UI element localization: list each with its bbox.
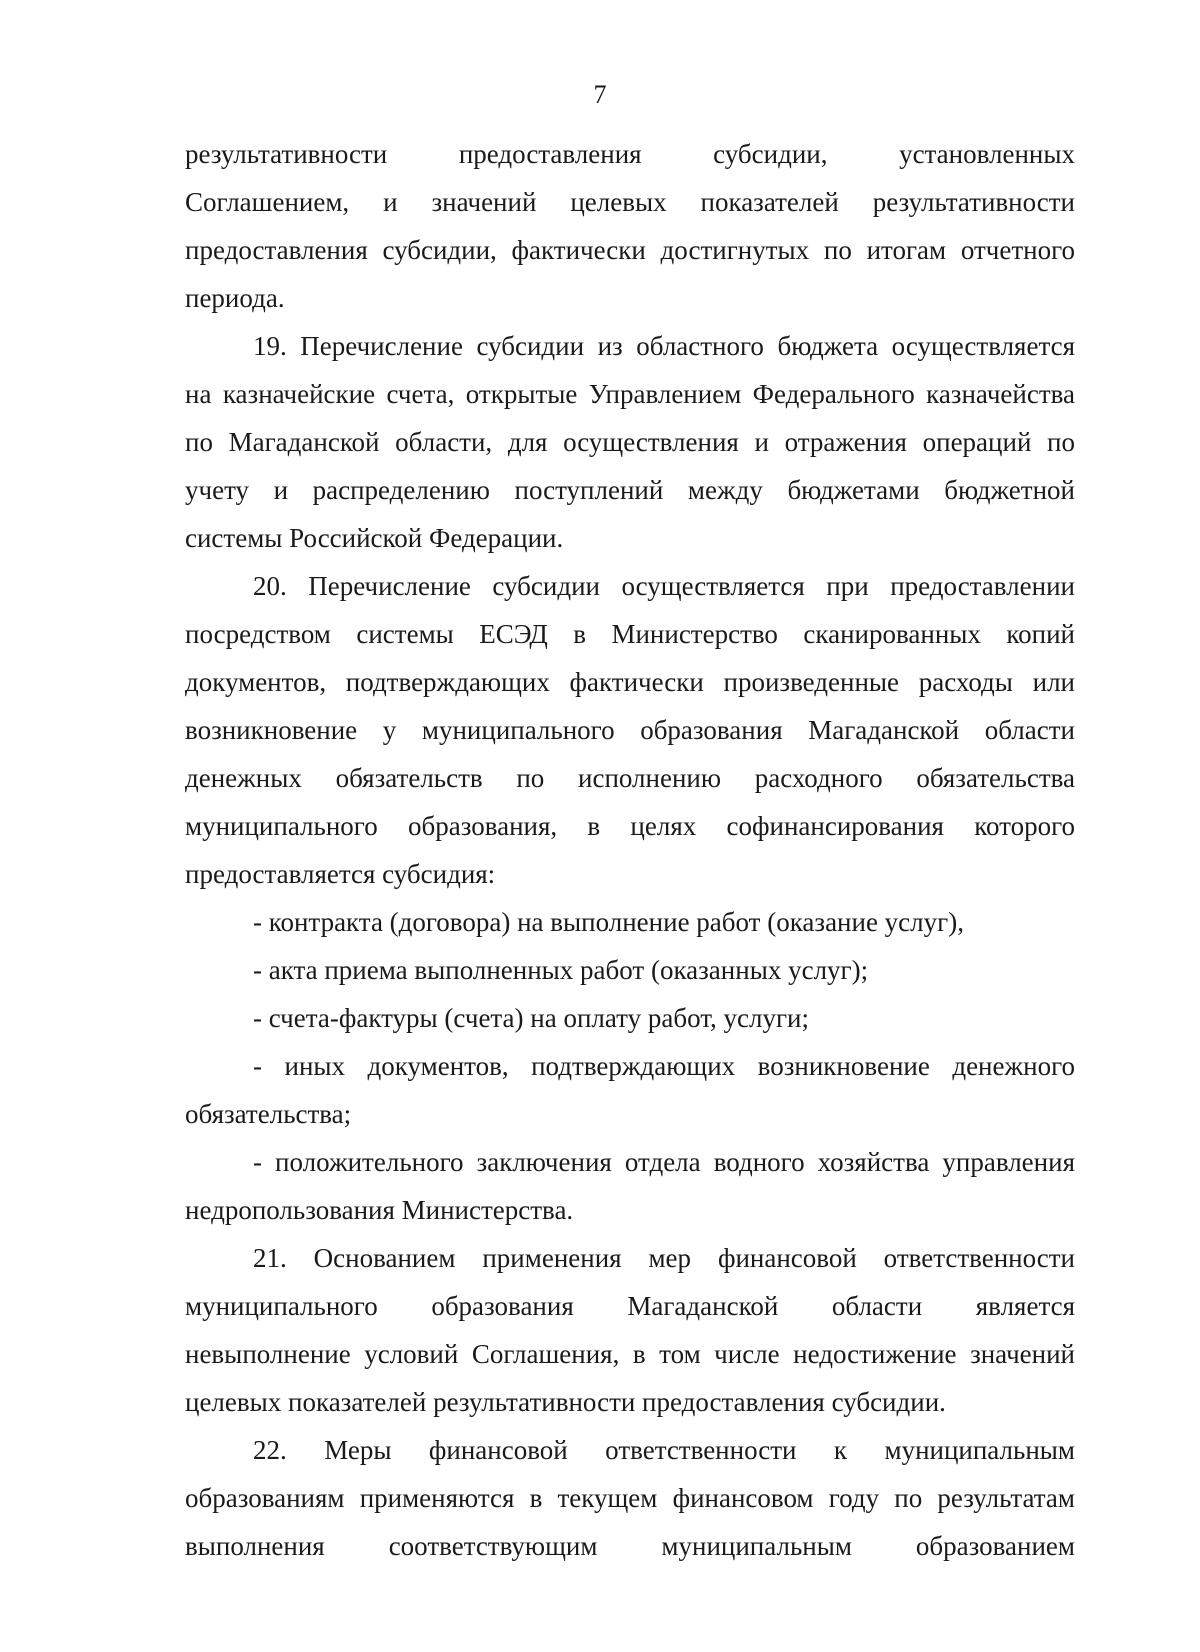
text-line: результативности предоставления субсидии, установленных <box>185 139 1075 169</box>
text-line: периода. <box>185 283 285 313</box>
text-line: возникновение у муниципального образования Магаданской области <box>185 715 1075 745</box>
paragraph-20 <box>185 562 1075 898</box>
list-item-other-documents <box>185 1042 1075 1138</box>
text-line: выполнения соответствующим муниципальным образованием <box>185 1531 1075 1561</box>
text-line: муниципального образования, в целях софинансирования которого <box>185 811 1075 841</box>
text-line: недропользования Министерства. <box>185 1195 574 1225</box>
text-line: системы Российской Федерации. <box>185 523 564 553</box>
text-line: документов, подтверждающих фактически произведенные расходы или <box>185 667 1075 697</box>
text-line: невыполнение условий Соглашения, в том числе недостижение значений <box>185 1339 1075 1369</box>
list-item-act <box>185 946 1075 994</box>
document-body <box>185 130 1075 1570</box>
list-item-contract <box>185 898 1075 946</box>
text-line: по Магаданской области, для осуществления и отражения операций по <box>185 427 1075 457</box>
text-line: денежных обязательств по исполнению расходного обязательства <box>185 763 1075 793</box>
text-line: посредством системы ЕСЭД в Министерство сканированных копий <box>185 619 1075 649</box>
text-line: предоставляется субсидия: <box>185 859 496 889</box>
text-line: 19. Перечисление субсидии из областного бюджета осуществляется <box>253 331 1075 361</box>
paragraph-19 <box>185 322 1075 562</box>
paragraph-21 <box>185 1234 1075 1426</box>
list-item-conclusion <box>185 1138 1075 1234</box>
page-number: 7 <box>593 80 607 109</box>
text-line: обязательства; <box>185 1099 352 1129</box>
text-line: Соглашением, и значений целевых показателей результативности <box>185 187 1075 217</box>
paragraph-22 <box>185 1426 1075 1570</box>
text-line: на казначейские счета, открытые Управлением Федерального казначейства <box>185 379 1075 409</box>
text-line: - контракта (договора) на выполнение работ (оказание услуг), <box>253 907 964 937</box>
text-line: 22. Меры финансовой ответственности к муниципальным <box>253 1435 1075 1465</box>
paragraph-continuation <box>185 130 1075 322</box>
text-line: 21. Основанием применения мер финансовой ответственности <box>253 1243 1075 1273</box>
text-line: целевых показателей результативности предоставления субсидии. <box>185 1387 946 1417</box>
text-line: - счета-фактуры (счета) на оплату работ, услуги; <box>253 1003 809 1033</box>
text-line: 20. Перечисление субсидии осуществляется при предоставлении <box>253 571 1075 601</box>
text-line: предоставления субсидии, фактически достигнутых по итогам отчетного <box>185 235 1075 265</box>
text-line: учету и распределению поступлений между бюджетами бюджетной <box>185 475 1075 505</box>
text-line: образованиям применяются в текущем финансовом году по результатам <box>185 1483 1075 1513</box>
text-line: - иных документов, подтверждающих возникновение денежного <box>253 1051 1075 1081</box>
text-line: - положительного заключения отдела водного хозяйства управления <box>253 1147 1075 1177</box>
list-item-invoice <box>185 994 1075 1042</box>
text-line: - акта приема выполненных работ (оказанных услуг); <box>253 955 869 985</box>
text-line: муниципального образования Магаданской области является <box>185 1291 1075 1321</box>
